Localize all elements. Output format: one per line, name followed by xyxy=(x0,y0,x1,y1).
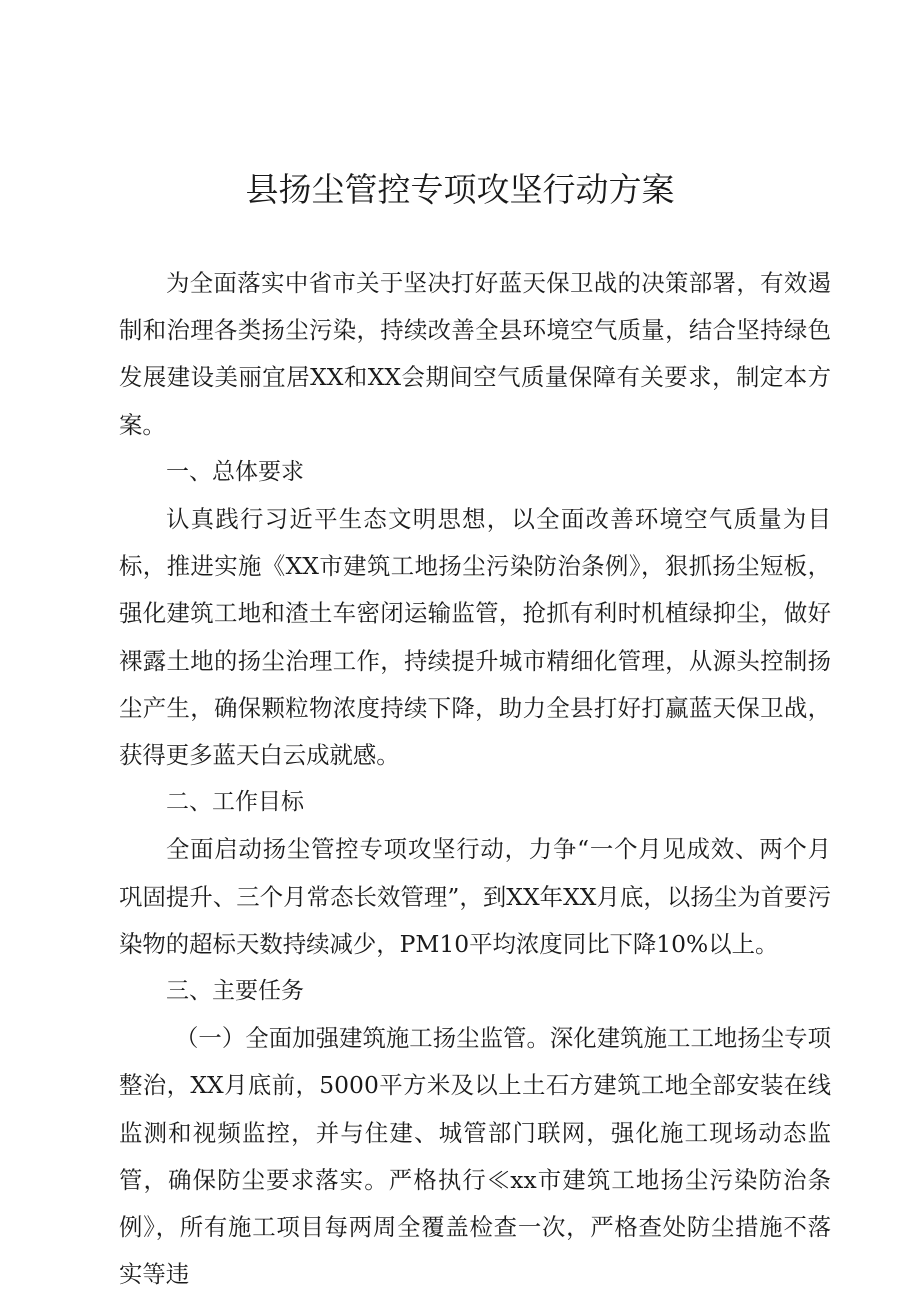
document-body xyxy=(119,260,831,1298)
section-paragraph-general-requirements: 认真践行习近平生态文明思想，以全面改善环境空气质量为目标，推进实施《XX市建筑工地扬尘污染防治条例》，狠抓扬尘短板，强化建筑工地和渣土车密闭运输监管，抢抓有利时机植绿抑尘，做好裸露土地的扬尘治理工作，持续提升城市精细化管理，从源头控制扬尘产生，确保颗粒物浓度持续下降，助力全县打好打赢蓝天保卫战，获得更多蓝天白云成就感。 xyxy=(119,505,831,770)
section-heading-general-requirements: 一、总体要求 xyxy=(166,458,304,485)
section-heading-main-tasks: 三、主要任务 xyxy=(166,978,304,1005)
document-title: 县扬尘管控专项攻坚行动方案 xyxy=(245,170,675,209)
section-heading-work-goals: 二、工作目标 xyxy=(166,789,304,816)
section-paragraph-main-tasks: （一）全面加强建筑施工扬尘监管。深化建筑施工工地扬尘专项整治，XX月底前，5000平方米及以上土石方建筑工地全部安装在线监测和视频监控，并与住建、城管部门联网，强化施工现场动态监管，确保防尘要求落实。严格执行≪xx市建筑工地扬尘污染防治条例》，所有施工项目每两周全覆盖检查一次，严格查处防尘措施不落实等违 xyxy=(119,1024,831,1289)
intro-paragraph: 为全面落实中省市关于坚决打好蓝天保卫战的决策部署，有效遏制和治理各类扬尘污染，持续改善全县环境空气质量，结合坚持绿色发展建设美丽宜居XX和XX会期间空气质量保障有关要求，制定本方案。 xyxy=(119,269,831,439)
section-paragraph-work-goals: 全面启动扬尘管控专项攻坚行动，力争“一个月见成效、两个月巩固提升、三个月常态长效管理”，到XX年XX月底，以扬尘为首要污染物的超标天数持续减少，PM10平均浓度同比下降10%以上。 xyxy=(119,835,831,958)
